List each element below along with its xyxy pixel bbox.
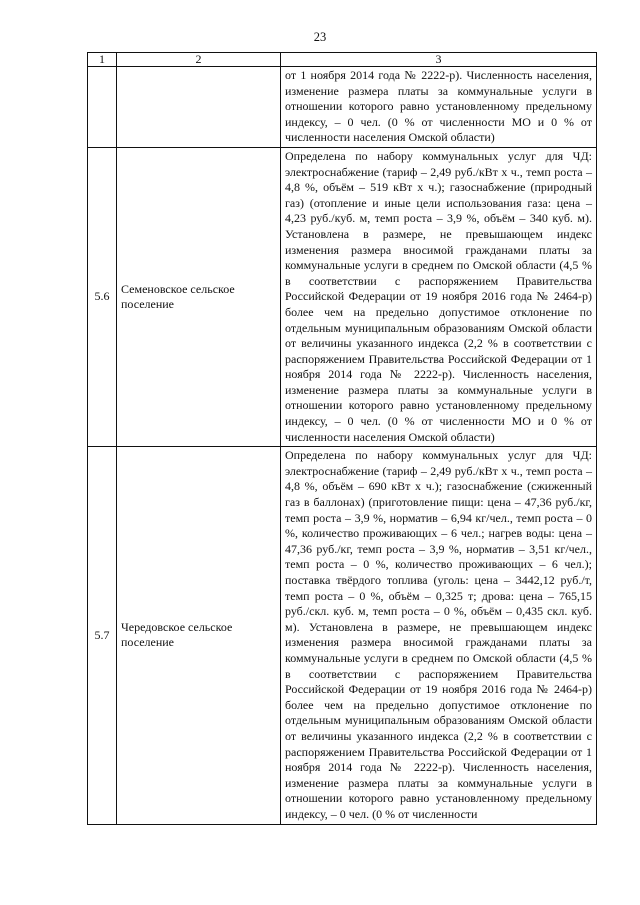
page-number: 23 xyxy=(313,30,327,44)
table-row xyxy=(88,67,597,148)
municipality-name: Чередовское сельское поселение xyxy=(117,447,281,824)
municipality-name xyxy=(117,67,281,148)
row-number xyxy=(88,67,117,148)
row-number: 5.7 xyxy=(88,447,117,824)
municipality-name: Семеновское сельское поселение xyxy=(117,147,281,446)
row-description: Определена по набору коммунальных услуг для ЧД: электроснабжение (тариф – 2,49 руб./кВт х ч., темп роста – 4,8 %, объём – 519 кВт х ч.); газоснабжение (природный газ) (отопление и иные цели использования газа: цена – 4,23 руб./куб. м, темп роста – 3,9 %, объём – 340 куб. м). Установлена в размере, не превышающем индекс изменения размера вносимой гражданами платы за коммунальные услуги в среднем по Омской области (4,5 % в соответствии с распоряжением Правительства Российской Федерации от 19 ноября 2016 года № 2464-р) более чем на предельно допустимое отклонение по отдельным муниципальным образованиям Омской области от величины указанного индекса (2,2 % в соответствии с распоряжением Правительства Российской Федерации от 1 ноября 2014 года № 2222-р). Численность населения, изменение размера платы за коммунальные услуги в отношении которого равно установленному предельному индексу, – 0 чел. (0 % от численности МО и 0 % от численности населения Омской области) xyxy=(281,147,597,446)
column-header-3: 3 xyxy=(281,53,597,67)
row-description: от 1 ноября 2014 года № 2222-р). Численность населения, изменение размера платы за коммунальные услуги в отношении которого равно установленному предельному индексу, – 0 чел. (0 % от численности МО и 0 % от численности населения Омской области) xyxy=(281,67,597,148)
document-table xyxy=(87,52,597,825)
column-header-1: 1 xyxy=(88,53,117,67)
table-row xyxy=(88,147,597,446)
row-description: Определена по набору коммунальных услуг для ЧД: электроснабжение (тариф – 2,49 руб./кВт х ч., темп роста – 4,8 %, объём – 690 кВт х ч.); газоснабжение (сжиженный газ в баллонах) (приготовление пищи: цена – 47,36 руб./кг, темп роста – 3,9 %, норматив – 6,94 кг/чел., темп роста – 0 %, количество проживающих – 6 чел.; нагрев воды: цена – 47,36 руб./кг, темп роста – 3,9 %, норматив – 3,51 кг/чел., темп роста – 0 %, количество проживающих – 6 чел.); поставка твёрдого топлива (уголь: цена – 3442,12 руб./т, темп роста – 0 %, объём – 0,325 т; дрова: цена – 765,15 руб./скл. куб. м, темп роста – 0 %, объём – 0,435 скл. куб. м). Установлена в размере, не превышающем индекс изменения размера вносимой гражданами платы за коммунальные услуги в среднем по Омской области (4,5 % в соответствии с распоряжением Правительства Российской Федерации от 19 ноября 2016 года № 2464-р) более чем на предельно допустимое отклонение по отдельным муниципальным образованиям Омской области от величины указанного индекса (2,2 % в соответствии с распоряжением Правительства Российской Федерации от 1 ноября 2014 года № 2222-р). Численность населения, изменение размера платы за коммунальные услуги в отношении которого равно установленному предельному индексу, – 0 чел. (0 % от численности xyxy=(281,447,597,824)
table-header-row xyxy=(88,53,597,67)
table-row xyxy=(88,447,597,824)
row-number: 5.6 xyxy=(88,147,117,446)
column-header-2: 2 xyxy=(117,53,281,67)
